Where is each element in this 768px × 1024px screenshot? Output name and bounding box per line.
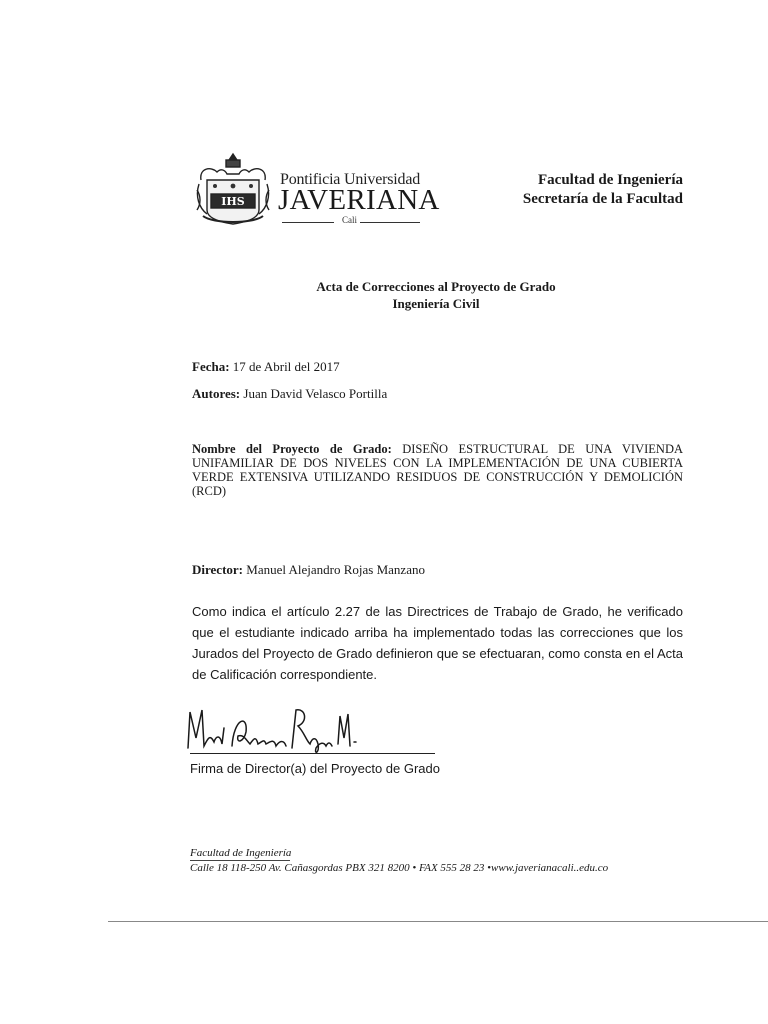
faculty-office: Secretaría de la Facultad	[522, 191, 683, 207]
director-value: Manuel Alejandro Rojas Manzano	[246, 562, 425, 577]
footer-divider	[190, 860, 290, 861]
authors-label: Autores:	[192, 386, 241, 401]
document-title: Acta de Correcciones al Proyecto de Grado	[316, 279, 556, 294]
signature-caption: Firma de Director(a) del Proyecto de Grado	[190, 761, 440, 776]
authors-field	[192, 386, 387, 402]
logo-line-2: JAVERIANA	[278, 184, 440, 216]
date-field	[192, 359, 340, 375]
project-field	[192, 442, 683, 498]
footer-contact: Calle 18 118-250 Av. Cañasgordas PBX 321 8200 • FAX 555 28 23 •www.javerianacali..edu.co	[190, 862, 609, 874]
date-label: Fecha:	[192, 359, 230, 374]
logo-line-1: Pontificia Universidad	[280, 171, 421, 188]
faculty-name: Facultad de Ingeniería	[538, 172, 683, 188]
logo-line-3: Cali	[342, 215, 357, 225]
statement-paragraph: Como indica el artículo 2.27 de las Directrices de Trabajo de Grado, he verificado que el estudiante indicado arriba ha implementado todas las correcciones que los Jurados del Proyecto de Grado definieron que se efectuaran, como consta en el Acta de Calificación correspondiente.	[192, 604, 683, 682]
handwritten-signature-icon	[180, 698, 370, 760]
document-title-block	[186, 278, 686, 312]
university-coat-of-arms-icon	[193, 150, 273, 230]
page-bottom-rule	[108, 921, 768, 922]
director-field	[192, 562, 425, 578]
project-value: DISEÑO ESTRUCTURAL DE UNA VIVIENDA UNIFAMILIAR DE DOS NIVELES CON LA IMPLEMENTACIÓN DE UNA CUBIERTA VERDE EXTENSIVA UTILIZANDO RESIDUOS DE CONSTRUCCIÓN Y DEMOLICIÓN (RCD)	[192, 442, 683, 498]
document-subtitle: Ingeniería Civil	[392, 296, 480, 311]
authors-value: Juan David Velasco Portilla	[243, 386, 388, 401]
project-label: Nombre del Proyecto de Grado:	[192, 442, 392, 456]
university-logo	[193, 150, 440, 232]
svg-text:IHS: IHS	[221, 195, 245, 208]
signature-line	[190, 753, 435, 754]
faculty-header	[470, 171, 683, 209]
footer-faculty: Facultad de Ingeniería	[190, 847, 292, 859]
logo-divider-left	[282, 222, 334, 223]
logo-divider-right	[360, 222, 420, 223]
date-value: 17 de Abril del 2017	[232, 359, 340, 374]
director-label: Director:	[192, 562, 244, 577]
